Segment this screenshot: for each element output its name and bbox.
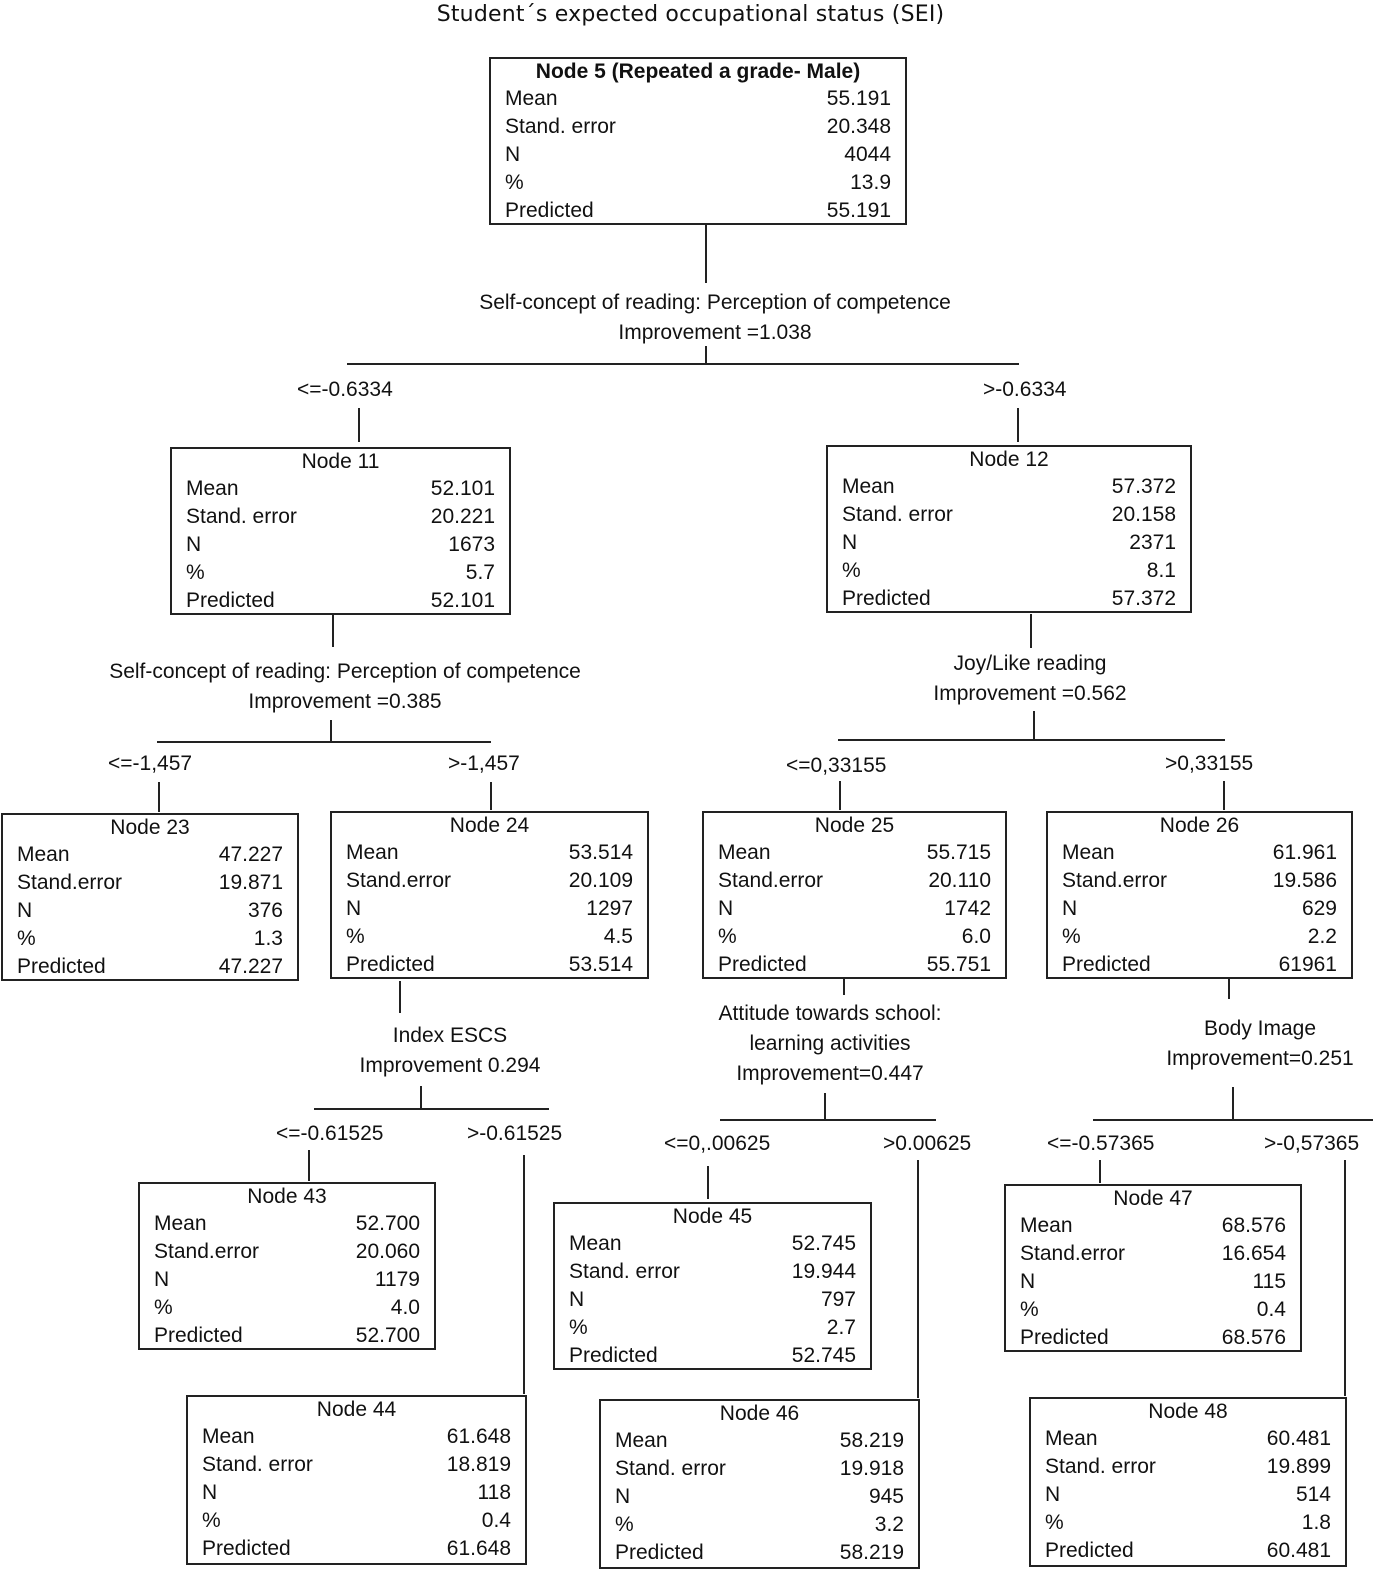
tree-node-45 [553, 1202, 872, 1370]
stat-row-n [1062, 895, 1337, 923]
condition-node-11: <=-0.6334 [297, 378, 393, 401]
stat-value: 8.1 [1146, 559, 1176, 582]
stat-value: 0.4 [1256, 1298, 1286, 1321]
stat-row-predicted [615, 1539, 904, 1567]
condition-node-46: >0.00625 [883, 1132, 972, 1155]
stat-value: 57.372 [1111, 587, 1176, 610]
stat-value: 19.918 [839, 1457, 904, 1480]
stat-label: N [154, 1268, 170, 1291]
stat-row-mean [346, 839, 633, 867]
stat-label: Predicted [154, 1324, 243, 1347]
stat-label: Predicted [505, 199, 594, 222]
stat-value: 16.654 [1221, 1242, 1286, 1265]
stat-label: % [505, 171, 524, 194]
stat-label: Predicted [1062, 953, 1151, 976]
node-title: Node 5 (Repeated a grade- Male) [535, 60, 861, 83]
stat-value: 3.2 [874, 1513, 904, 1536]
stat-label: N [17, 899, 33, 922]
condition-node-44: >-0.61525 [467, 1122, 563, 1145]
stat-label: Predicted [842, 587, 931, 610]
stat-row-stand-error [1062, 867, 1337, 895]
split-node-5 [420, 288, 1010, 348]
node-title: Node 45 [672, 1205, 753, 1228]
stat-row-percent [202, 1507, 511, 1535]
stat-value: 376 [247, 899, 283, 922]
stat-label: % [186, 561, 205, 584]
stat-row-stand-error [718, 867, 991, 895]
stat-row-percent [505, 169, 891, 197]
split-node-12 [880, 649, 1180, 709]
stat-row-predicted [1045, 1537, 1331, 1565]
node-title: Node 46 [719, 1402, 800, 1425]
stat-label: N [569, 1288, 585, 1311]
stat-row-percent [1045, 1509, 1331, 1537]
stat-row-mean [615, 1427, 904, 1455]
stat-value: 47.227 [218, 955, 283, 978]
stat-label: N [1062, 897, 1078, 920]
stat-value: 6.0 [961, 925, 991, 948]
stat-row-n [346, 895, 633, 923]
stat-value: 52.101 [430, 477, 495, 500]
stat-label: Stand.error [718, 869, 824, 892]
stat-value: 0.4 [481, 1509, 511, 1532]
stat-value: 20.110 [928, 869, 991, 892]
stat-row-stand-error [842, 501, 1176, 529]
split-improvement: Improvement =0.562 [933, 682, 1127, 705]
stat-value: 629 [1301, 897, 1337, 920]
stat-row-percent [1062, 923, 1337, 951]
stat-value: 55.751 [926, 953, 991, 976]
stat-label: Stand. error [615, 1457, 726, 1480]
stat-row-mean [842, 473, 1176, 501]
stat-label: Predicted [202, 1537, 291, 1560]
stat-row-n [1045, 1481, 1331, 1509]
stat-value: 52.745 [791, 1344, 856, 1367]
condition-node-23: <=-1,457 [108, 752, 193, 775]
split-improvement: Improvement=0.251 [1166, 1047, 1354, 1070]
stat-label: % [718, 925, 737, 948]
tree-node-26 [1046, 811, 1353, 979]
stat-value: 18.819 [446, 1453, 511, 1476]
stat-value: 5.7 [465, 561, 495, 584]
stat-label: N [718, 897, 734, 920]
stat-value: 514 [1295, 1483, 1331, 1506]
split-variable: Body Image [1203, 1017, 1317, 1040]
stat-label: % [154, 1296, 173, 1319]
node-title: Node 43 [247, 1185, 327, 1208]
stat-label: Stand. error [1045, 1455, 1156, 1478]
stat-row-predicted [17, 953, 283, 981]
stat-label: Mean [202, 1425, 255, 1448]
stat-value: 57.372 [1111, 475, 1176, 498]
stat-label: N [1020, 1270, 1036, 1293]
stat-label: N [842, 531, 858, 554]
stat-value: 2.7 [826, 1316, 856, 1339]
stat-row-percent [1020, 1296, 1286, 1324]
stat-row-n [505, 141, 891, 169]
stat-value: 20.221 [430, 505, 495, 528]
stat-row-n [154, 1266, 420, 1294]
stat-row-mean [186, 475, 495, 503]
stat-row-predicted [186, 587, 495, 615]
stat-label: Mean [17, 843, 70, 866]
stat-value: 60.481 [1266, 1427, 1331, 1450]
stat-value: 1.3 [253, 927, 283, 950]
stat-value: 2371 [1129, 531, 1176, 554]
condition-node-12: >-0.6334 [983, 378, 1067, 401]
stat-label: Mean [1020, 1214, 1073, 1237]
stat-row-percent [154, 1294, 420, 1322]
stat-label: Mean [615, 1429, 668, 1452]
condition-node-43: <=-0.61525 [276, 1122, 384, 1145]
stat-value: 1742 [944, 897, 991, 920]
split-variable: Self-concept of reading: Perception of competence [479, 291, 951, 314]
stat-label: Stand.error [17, 871, 123, 894]
stat-row-percent [718, 923, 991, 951]
stat-label: Stand. error [202, 1453, 313, 1476]
stat-row-stand-error [505, 113, 891, 141]
stat-value: 52.101 [430, 589, 495, 612]
stat-row-stand-error [186, 503, 495, 531]
stat-row-predicted [202, 1535, 511, 1563]
stat-row-n [186, 531, 495, 559]
stat-label: % [1062, 925, 1081, 948]
stat-value: 2.2 [1307, 925, 1337, 948]
stat-value: 55.191 [826, 87, 891, 110]
stat-label: Mean [1062, 841, 1115, 864]
stat-label: Stand.error [1020, 1242, 1126, 1265]
stat-value: 19.944 [791, 1260, 856, 1283]
stat-row-n [1020, 1268, 1286, 1296]
stat-label: % [1020, 1298, 1039, 1321]
stat-value: 1.8 [1301, 1511, 1331, 1534]
stat-row-n [615, 1483, 904, 1511]
split-node-26 [1130, 1014, 1381, 1074]
stat-label: N [1045, 1483, 1061, 1506]
stat-row-percent [186, 559, 495, 587]
stat-row-stand-error [202, 1451, 511, 1479]
stat-row-predicted [154, 1322, 420, 1350]
node-title: Node 47 [1113, 1187, 1193, 1210]
tree-node-46 [599, 1399, 920, 1569]
stat-label: N [615, 1485, 631, 1508]
stat-row-percent [842, 557, 1176, 585]
stat-value: 1297 [586, 897, 633, 920]
stat-label: Mean [346, 841, 399, 864]
stat-row-mean [202, 1423, 511, 1451]
stat-label: Stand. error [569, 1260, 680, 1283]
stat-label: % [346, 925, 365, 948]
stat-row-percent [346, 923, 633, 951]
stat-value: 1673 [448, 533, 495, 556]
stat-label: Mean [505, 87, 558, 110]
stat-label: Predicted [1045, 1539, 1134, 1562]
stat-value: 4044 [844, 143, 891, 166]
node-title: Node 26 [1159, 814, 1240, 837]
node-title: Node 24 [449, 814, 530, 837]
stat-value: 61.648 [446, 1425, 511, 1448]
stat-value: 61.648 [446, 1537, 511, 1560]
stat-label: % [202, 1509, 221, 1532]
stat-value: 58.219 [839, 1429, 904, 1452]
stat-label: % [569, 1316, 588, 1339]
stat-row-predicted [1020, 1324, 1286, 1352]
tree-node-23 [1, 813, 299, 981]
stat-label: N [186, 533, 202, 556]
stat-row-stand-error [346, 867, 633, 895]
stat-row-mean [154, 1210, 420, 1238]
node-title: Node 23 [110, 816, 190, 839]
stat-row-predicted [569, 1342, 856, 1370]
stat-value: 4.0 [390, 1296, 420, 1319]
stat-value: 1179 [374, 1268, 420, 1291]
stat-label: Stand.error [154, 1240, 260, 1263]
stat-value: 61961 [1278, 953, 1337, 976]
node-title: Node 44 [316, 1398, 397, 1421]
stat-row-percent [17, 925, 283, 953]
stat-value: 19.899 [1266, 1455, 1331, 1478]
stat-label: Stand. error [505, 115, 616, 138]
tree-node-24 [330, 811, 649, 979]
stat-label: Stand. error [842, 503, 953, 526]
stat-row-predicted [346, 951, 633, 979]
node-title: Node 25 [814, 814, 895, 837]
stat-value: 60.481 [1266, 1539, 1331, 1562]
condition-node-25: <=0,33155 [786, 754, 887, 777]
stat-label: Predicted [17, 955, 106, 978]
tree-node-43 [138, 1182, 436, 1350]
node-title: Node 11 [301, 450, 380, 473]
stat-row-stand-error [569, 1258, 856, 1286]
stat-row-n [202, 1479, 511, 1507]
stat-row-n [718, 895, 991, 923]
stat-label: Predicted [1020, 1326, 1109, 1349]
stat-value: 55.191 [826, 199, 891, 222]
stat-value: 19.586 [1272, 869, 1337, 892]
stat-row-mean [718, 839, 991, 867]
stat-value: 20.060 [355, 1240, 420, 1263]
stat-row-mean [505, 85, 891, 113]
tree-node-47 [1004, 1184, 1302, 1352]
stat-row-percent [615, 1511, 904, 1539]
stat-value: 47.227 [218, 843, 283, 866]
stat-row-n [842, 529, 1176, 557]
split-node-11 [50, 657, 640, 717]
split-node-24 [330, 1021, 570, 1081]
stat-value: 20.109 [568, 869, 633, 892]
tree-node-12 [826, 445, 1192, 613]
split-improvement: Improvement=0.447 [736, 1062, 924, 1085]
tree-node-48 [1029, 1397, 1347, 1567]
stat-row-predicted [718, 951, 991, 979]
stat-value: 52.700 [355, 1324, 420, 1347]
stat-value: 4.5 [603, 925, 633, 948]
stat-label: Mean [842, 475, 895, 498]
stat-row-stand-error [17, 869, 283, 897]
node-title: Node 12 [969, 448, 1049, 471]
stat-value: 797 [820, 1288, 856, 1311]
split-variable: Joy/Like reading [953, 652, 1107, 675]
stat-row-mean [1020, 1212, 1286, 1240]
stat-row-stand-error [615, 1455, 904, 1483]
stat-row-mean [569, 1230, 856, 1258]
stat-value: 118 [477, 1481, 511, 1504]
split-improvement: Improvement 0.294 [359, 1054, 541, 1077]
stat-row-mean [1062, 839, 1337, 867]
diagram-title: Student´s expected occupational status (SEI) [436, 2, 945, 27]
stat-label: Mean [569, 1232, 622, 1255]
split-variable: Self-concept of reading: Perception of competence [109, 660, 581, 683]
stat-value: 52.745 [791, 1232, 856, 1255]
stat-value: 115 [1252, 1270, 1286, 1293]
stat-value: 53.514 [568, 841, 633, 864]
tree-node-11 [170, 447, 511, 615]
split-variable: Index ESCS [392, 1024, 508, 1047]
condition-node-48: >-0,57365 [1264, 1132, 1360, 1155]
stat-value: 945 [868, 1485, 904, 1508]
condition-node-26: >0,33155 [1165, 752, 1254, 775]
stat-label: Stand. error [186, 505, 297, 528]
condition-node-45: <=0,.00625 [664, 1132, 771, 1155]
split-improvement: Improvement =0.385 [248, 690, 442, 713]
stat-value: 58.219 [839, 1541, 904, 1564]
node-title: Node 48 [1148, 1400, 1228, 1423]
split-node-25 [680, 999, 980, 1089]
stat-label: % [1045, 1511, 1064, 1534]
split-improvement: Improvement =1.038 [618, 321, 812, 344]
stat-label: Predicted [346, 953, 435, 976]
stat-label: Stand.error [1062, 869, 1168, 892]
stat-label: Mean [186, 477, 239, 500]
stat-row-predicted [1062, 951, 1337, 979]
stat-label: Stand.error [346, 869, 452, 892]
stat-label: % [17, 927, 36, 950]
stat-row-percent [569, 1314, 856, 1342]
stat-row-mean [17, 841, 283, 869]
stat-value: 52.700 [355, 1212, 420, 1235]
stat-label: Predicted [718, 953, 807, 976]
condition-node-24: >-1,457 [448, 752, 520, 775]
stat-row-stand-error [1020, 1240, 1286, 1268]
stat-label: Mean [718, 841, 771, 864]
condition-node-47: <=-0.57365 [1047, 1132, 1155, 1155]
stat-value: 20.158 [1111, 503, 1176, 526]
stat-row-stand-error [1045, 1453, 1331, 1481]
split-variable-line-2: learning activities [749, 1032, 911, 1055]
stat-label: % [842, 559, 861, 582]
stat-label: N [202, 1481, 218, 1504]
stat-value: 53.514 [568, 953, 633, 976]
stat-label: N [346, 897, 362, 920]
stat-label: Predicted [186, 589, 275, 612]
stat-row-stand-error [154, 1238, 420, 1266]
stat-value: 55.715 [926, 841, 991, 864]
stat-value: 68.576 [1221, 1326, 1286, 1349]
stat-value: 61.961 [1272, 841, 1337, 864]
tree-node-44 [186, 1395, 527, 1565]
stat-value: 20.348 [826, 115, 891, 138]
stat-value: 68.576 [1221, 1214, 1286, 1237]
stat-value: 19.871 [218, 871, 283, 894]
stat-label: Predicted [569, 1344, 658, 1367]
split-variable: Attitude towards school: [718, 1002, 942, 1025]
stat-label: Mean [1045, 1427, 1098, 1450]
stat-row-predicted [505, 197, 891, 225]
stat-row-mean [1045, 1425, 1331, 1453]
stat-row-predicted [842, 585, 1176, 613]
stat-label: Predicted [615, 1541, 704, 1564]
stat-label: N [505, 143, 521, 166]
tree-node-25 [702, 811, 1007, 979]
stat-value: 13.9 [850, 171, 891, 194]
tree-node-5 [489, 57, 907, 225]
stat-label: % [615, 1513, 634, 1536]
stat-row-n [569, 1286, 856, 1314]
stat-label: Mean [154, 1212, 207, 1235]
stat-row-n [17, 897, 283, 925]
